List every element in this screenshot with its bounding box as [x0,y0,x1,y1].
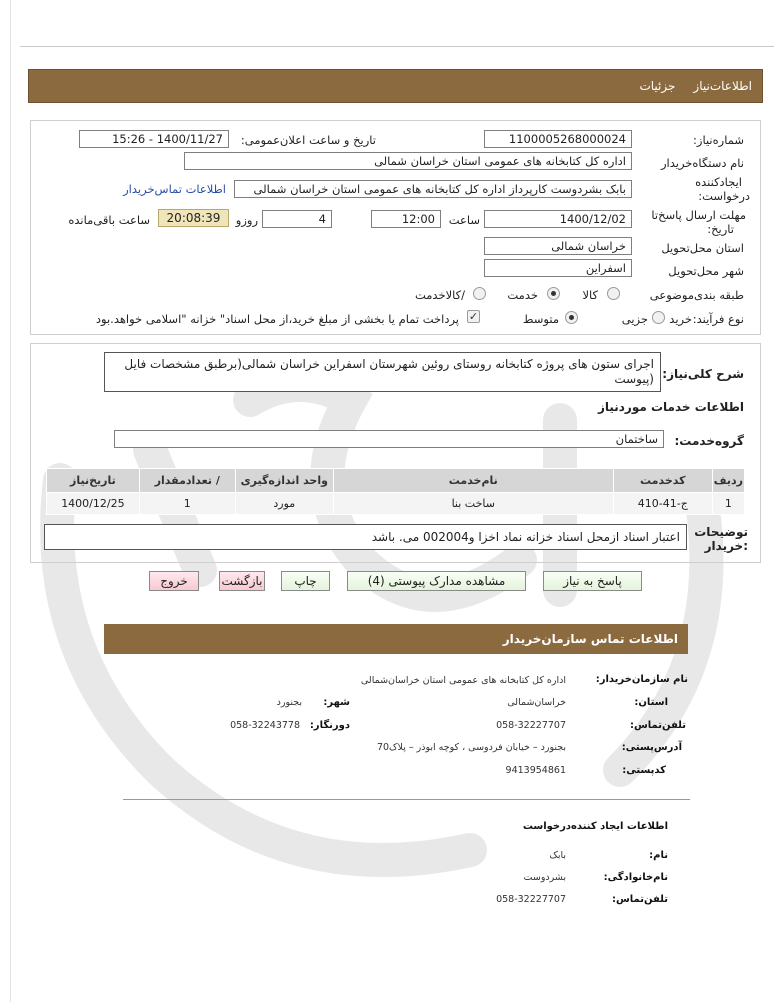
remaining-label: ساعت باقی‌مانده [68,213,150,227]
days-field[interactable]: 4 [262,210,332,228]
service-group-field[interactable]: ساختمان [114,430,664,448]
notes-label-2: :خریدار [704,539,748,553]
category-label: طبقه بندی‌موضوعی [649,288,744,302]
hour-label: ساعت [448,213,480,227]
contact-phone-label: تلفن‌تماس: [629,720,686,731]
contact-province-label: استان: [634,697,668,708]
col-service-name: نام‌خدمت [333,469,613,493]
process-buy-label: خرید [669,312,692,326]
cell-unit: مورد [235,493,333,515]
category-both-label: /کالاخدمت [414,288,465,302]
exit-button[interactable]: خروج [149,571,199,591]
creator-phone-value: 058-32227707 [496,894,566,905]
description-label: شرح کلی‌نیاز: [662,367,744,381]
service-group-label: گروه‌خدمت: [674,434,744,448]
description-text: اجرای ستون های پروژه کتابخانه روستای روئین شهرستان اسفراین خراسان شمالی(برطبق مشخصات فایل (پیوست [104,352,661,392]
col-unit: واحد اندازه‌گیری [235,469,333,493]
col-row: ردیف [712,469,744,493]
process-medium-radio[interactable] [565,311,578,324]
deadline-label-2: تاریخ: [707,222,734,236]
notes-text: اعتبار اسناد ازمحل اسناد خزانه نماد اخزا و002004 می. باشد [44,524,687,550]
announce-field[interactable]: 1400/11/27 - 15:26 [79,130,229,148]
treasury-payment-checkbox[interactable]: ✓ [468,310,479,323]
province-field[interactable]: خراسان شمالی [484,237,632,255]
buyer-org-label: نام دستگاه‌خریدار [660,156,744,170]
creator-phone-label: تلفن‌تماس: [611,894,668,905]
table-header-row [47,469,745,493]
category-both-radio[interactable] [473,287,486,300]
day-label: روزو [235,213,258,227]
buyer-contact-header: اطلاعات تماس سازمان‌خریدار [104,624,688,654]
creator-label-2: درخواست: [698,189,750,203]
contact-address-label: آدرس‌پستی: [621,742,682,753]
top-divider [20,46,774,47]
creator-label-1: ایجادکننده [695,175,742,189]
left-frame-line [10,0,11,1002]
contact-fax-value: 058-32243778 [230,720,300,731]
category-service-label: خدمت [507,288,538,302]
back-button[interactable]: بازگشت [219,571,265,591]
col-quantity: / تعدادمقدار [139,469,235,493]
remaining-time-box: 20:08:39 [158,209,229,227]
contact-city-label: شهر: [323,697,350,708]
creator-family-label: نام‌خانوادگی: [603,872,668,883]
contact-address-value: بجنورد – خیابان فردوسی ، کوچه ابوذر – پلاک70 [376,742,566,753]
need-number-label: شماره‌نیاز: [693,133,744,147]
contact-org-label: نام سازمان‌خریدار: [595,674,688,685]
tab-need-info[interactable]: اطلاعات‌نیاز [693,79,752,93]
col-need-date: تاریخ‌نیاز [47,469,140,493]
reply-button[interactable]: پاسخ به نیاز [543,571,642,591]
contact-postal-label: کدپستی: [622,765,666,776]
need-number-field[interactable]: 1100005268000024 [484,130,632,148]
notes-label-1: توضیحات [694,525,748,539]
services-table [46,468,745,515]
creator-name-label: نام: [649,850,668,861]
contact-province-value: خراسان‌شمالی [507,697,566,708]
contact-org-value: اداره کل کتابخانه های عمومی استان خراسان‌شمالی [360,675,566,686]
buyer-org-field[interactable]: اداره کل کتابخانه های عمومی استان خراسان شمالی [184,152,632,170]
category-goods-radio[interactable] [607,287,620,300]
col-service-code: کدخدمت [613,469,712,493]
cell-row: 1 [712,493,744,515]
category-goods-label: کالا [582,288,598,302]
city-field[interactable]: اسفراین [484,259,632,277]
process-small-radio[interactable] [652,311,665,324]
contact-fax-label: دورنگار: [309,720,350,731]
process-medium-label: متوسط [522,312,559,326]
contact-postal-value: 9413954861 [505,765,566,776]
process-label: نوع فرآیند: [692,312,744,326]
province-label: استان محل‌تحویل [661,241,744,255]
buyer-contact-link[interactable]: اطلاعات تماس‌خریدار [123,182,226,196]
cell-quantity: 1 [139,493,235,515]
creator-name-value: بابک [549,850,566,861]
contact-divider [123,799,690,800]
city-label: شهر محل‌تحویل [668,264,744,278]
table-row [47,493,745,515]
cell-need-date: 1400/12/25 [47,493,140,515]
creator-field[interactable]: بابک بشردوست کارپرداز اداره کل کتابخانه های عمومی استان خراسان شمالی [234,180,632,198]
header-tabbar [28,69,763,103]
deadline-date-field[interactable]: 1400/12/02 [484,210,632,228]
cell-service-code: ج-41-410 [613,493,712,515]
creator-info-title: اطلاعات ایجاد کننده‌درخواست [522,821,668,832]
attachments-button[interactable]: مشاهده مدارک پیوستی (4) [347,571,526,591]
contact-phone-value: 058-32227707 [496,720,566,731]
announce-label: تاریخ و ساعت اعلان‌عمومی: [240,133,376,147]
print-button[interactable]: چاپ [281,571,330,591]
services-title: اطلاعات خدمات موردنیاز [597,400,744,414]
treasury-payment-note: پرداخت تمام یا بخشی از مبلغ خرید،از محل اسناد" خزانه "اسلامی خواهد.بود [95,312,459,326]
tab-details[interactable]: جزئیات [639,79,676,93]
contact-city-value: بجنورد [276,697,302,708]
deadline-hour-field[interactable]: 12:00 [371,210,441,228]
category-service-radio[interactable] [547,287,560,300]
creator-family-value: بشردوست [523,872,566,883]
deadline-label-1: مهلت ارسال پاسخ‌تا [651,208,746,222]
cell-service-name: ساخت بنا [333,493,613,515]
process-small-label: جزیی [621,312,648,326]
